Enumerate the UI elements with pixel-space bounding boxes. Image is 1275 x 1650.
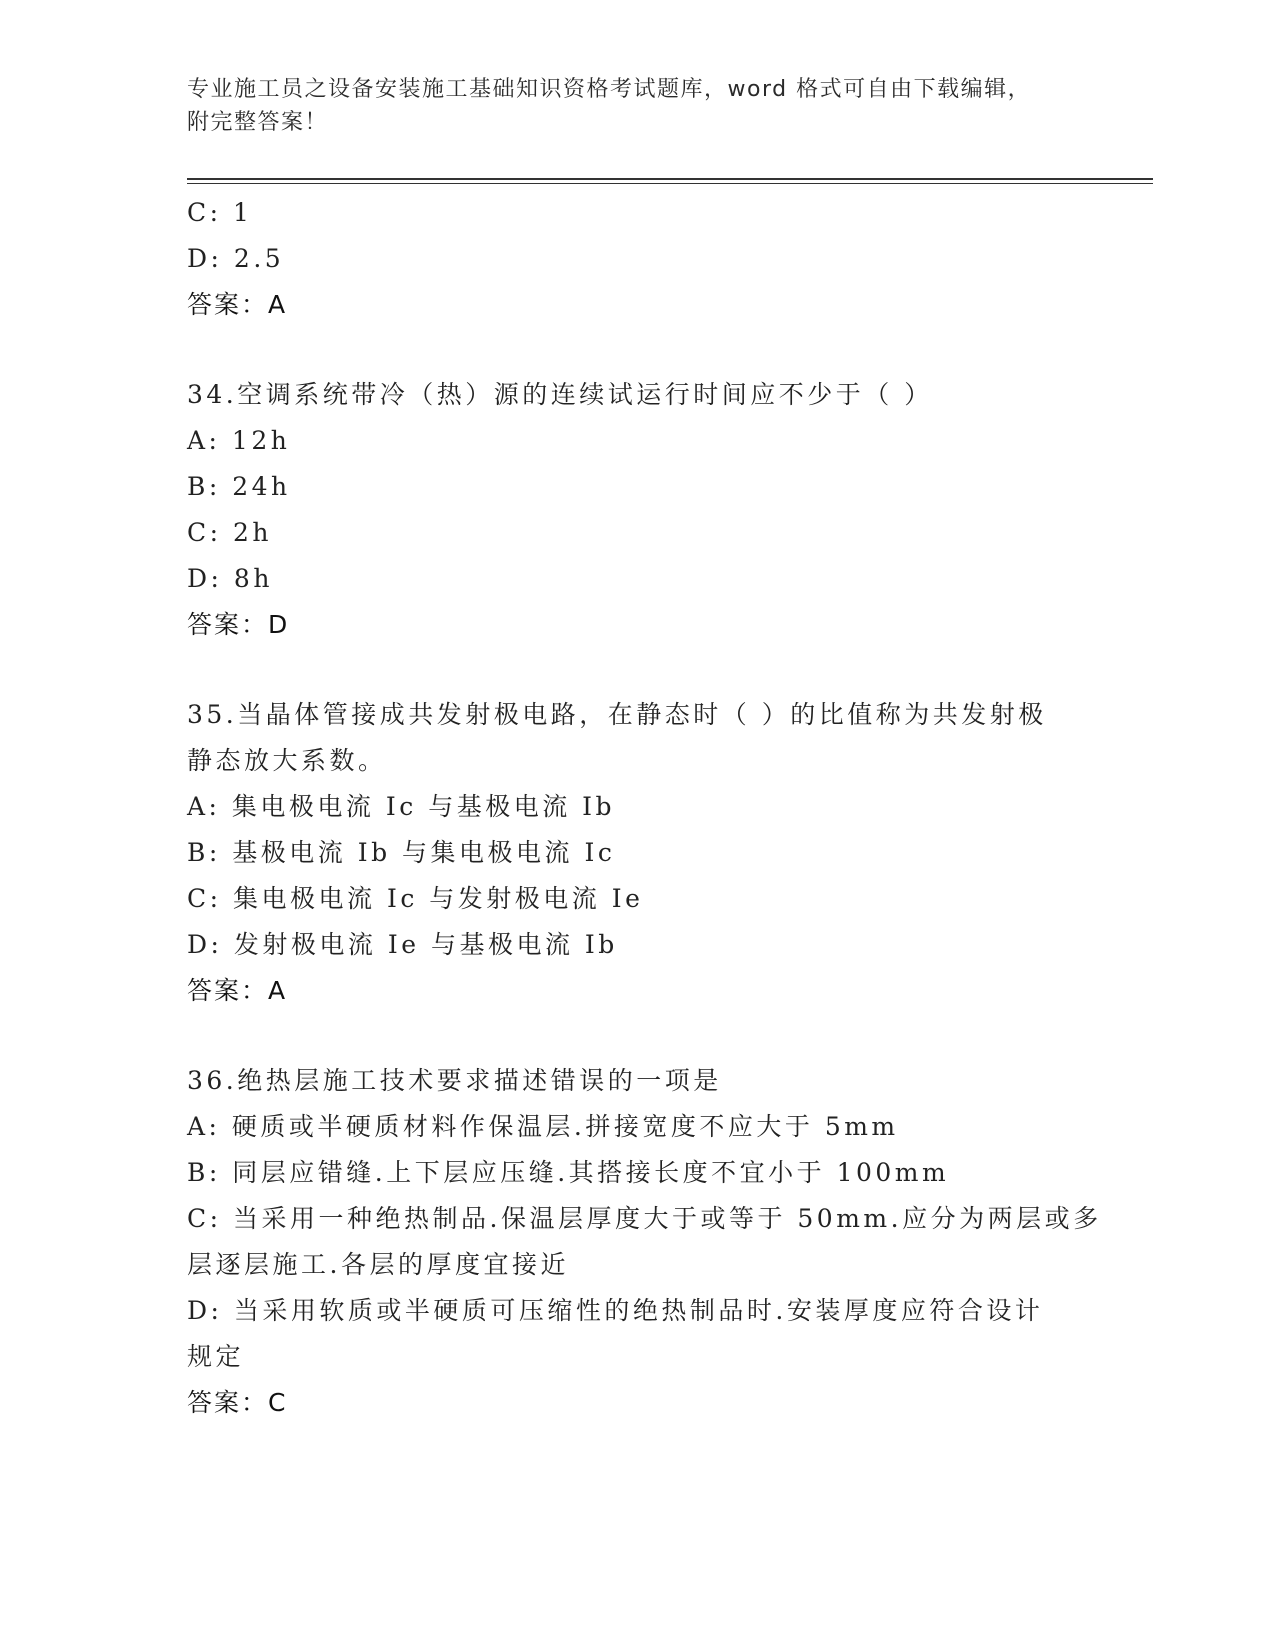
question-block-36 xyxy=(187,1058,1102,1426)
option-b: B: 同层应错缝.上下层应压缝.其搭接长度不宜小于 100mm xyxy=(187,1158,950,1187)
option-c: C: 当采用一种绝热制品.保温层厚度大于或等于 50mm.应分为两层或多 xyxy=(187,1204,1102,1233)
option-d: D: 2.5 xyxy=(187,244,285,273)
option-c: C: 2h xyxy=(187,518,273,547)
option-a: A: 集电极电流 Ic 与基极电流 Ib xyxy=(187,792,616,821)
header-line-2: 附完整答案！ xyxy=(187,110,329,135)
question-stem-cont: 静态放大系数。 xyxy=(187,746,387,775)
option-a: A: 12h xyxy=(187,426,291,455)
answer-line: 答案：A xyxy=(187,290,288,319)
answer-line: 答案：D xyxy=(187,610,290,639)
question-stem: 36.绝热层施工技术要求描述错误的一项是 xyxy=(187,1066,722,1095)
option-d: D: 发射极电流 Ie 与基极电流 Ib xyxy=(187,930,618,959)
header-divider-thick xyxy=(187,178,1153,180)
option-a: A: 硬质或半硬质材料作保温层.拼接宽度不应大于 5mm xyxy=(187,1112,899,1141)
option-c: C: 集电极电流 Ic 与发射极电流 Ie xyxy=(187,884,644,913)
header-line-1: 专业施工员之设备安装施工基础知识资格考试题库，word 格式可自由下载编辑， xyxy=(187,77,1032,102)
option-d-cont: 规定 xyxy=(187,1342,245,1371)
carry-over-block xyxy=(187,190,1087,328)
option-c: C: 1 xyxy=(187,198,253,227)
question-stem: 35.当晶体管接成共发射极电路，在静态时（ ）的比值称为共发射极 xyxy=(187,700,1047,729)
answer-line: 答案：C xyxy=(187,1388,288,1417)
header-divider-thin xyxy=(187,183,1153,184)
question-block-34 xyxy=(187,372,1087,648)
option-b: B: 24h xyxy=(187,472,291,501)
option-d: D: 8h xyxy=(187,564,273,593)
option-b: B: 基极电流 Ib 与集电极电流 Ic xyxy=(187,838,616,867)
question-stem: 34.空调系统带冷（热）源的连续试运行时间应不少于（ ） xyxy=(187,380,933,409)
option-d: D: 当采用软质或半硬质可压缩性的绝热制品时.安装厚度应符合设计 xyxy=(187,1296,1044,1325)
document-header xyxy=(187,73,1087,139)
answer-line: 答案：A xyxy=(187,976,288,1005)
question-block-35 xyxy=(187,692,1087,1014)
option-c-cont: 层逐层施工.各层的厚度宜接近 xyxy=(187,1250,569,1279)
question-list xyxy=(187,190,1102,1426)
